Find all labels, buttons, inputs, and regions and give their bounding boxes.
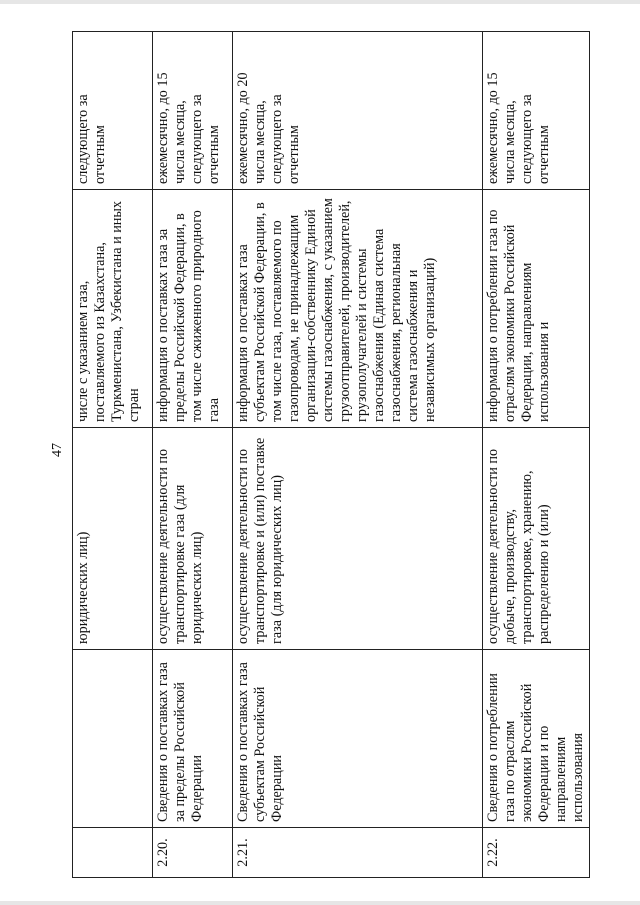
scan-edge-bottom xyxy=(0,901,640,905)
page-number: 47 xyxy=(50,443,65,457)
info-name-cell: Сведения о потреблении газа по отраслям экономики Российской Федерации и по направлениям использования xyxy=(483,650,590,828)
row-number: 2.21. xyxy=(233,828,483,878)
content-cell: числе с указанием газа, поставляемого из Казахстана, Туркменистана, Узбекистана и иных стран xyxy=(73,190,153,428)
activity-cell: юридических лиц) xyxy=(73,428,153,650)
rotated-page-content xyxy=(72,32,586,878)
deadline-cell: ежемесячно, до 15 числа месяца, следующего за отчетным xyxy=(483,32,590,190)
row-number: 2.22. xyxy=(483,828,590,878)
content-cell: информация о поставках газа за пределы Российской Федерации, в том числе сжиженного природного газа xyxy=(153,190,233,428)
content-cell: информация о потреблении газа по отраслям экономики Российской Федерации, направлениям использования и xyxy=(483,190,590,428)
deadline-cell: следующего за отчетным xyxy=(73,32,153,190)
info-name-cell: Сведения о поставках газа за пределы Российской Федерации xyxy=(153,650,233,828)
content-cell: информация о поставках газа субъектам Российской Федерации, в том числе газа, поставляемого по газопроводам, не принадлежащим организации-собственнику Единой системы газоснабжения, с указанием грузоотправителей, производителей, грузополучателей и системы газоснабжения (Единая система газоснабжения, региональная система газоснабжения и независимых организаций) xyxy=(233,190,483,428)
row-number: 2.20. xyxy=(153,828,233,878)
activity-cell: осуществление деятельности по транспортировке и (или) поставке газа (для юридических лиц) xyxy=(233,428,483,650)
activity-cell: осуществление деятельности по добыче, производству, транспортировке, хранению, распределению и (или) xyxy=(483,428,590,650)
table-row xyxy=(483,32,590,878)
row-number xyxy=(73,828,153,878)
info-name-cell xyxy=(73,650,153,828)
info-name-cell: Сведения о поставках газа субъектам Российской Федерации xyxy=(233,650,483,828)
reporting-table xyxy=(72,31,590,878)
scan-edge-top xyxy=(0,0,640,4)
table-row xyxy=(233,32,483,878)
deadline-cell: ежемесячно, до 20 числа месяца, следующего за отчетным xyxy=(233,32,483,190)
table-row xyxy=(73,32,153,878)
deadline-cell: ежемесячно, до 15 числа месяца, следующего за отчетным xyxy=(153,32,233,190)
activity-cell: осуществление деятельности по транспортировке газа (для юридических лиц) xyxy=(153,428,233,650)
table-row xyxy=(153,32,233,878)
